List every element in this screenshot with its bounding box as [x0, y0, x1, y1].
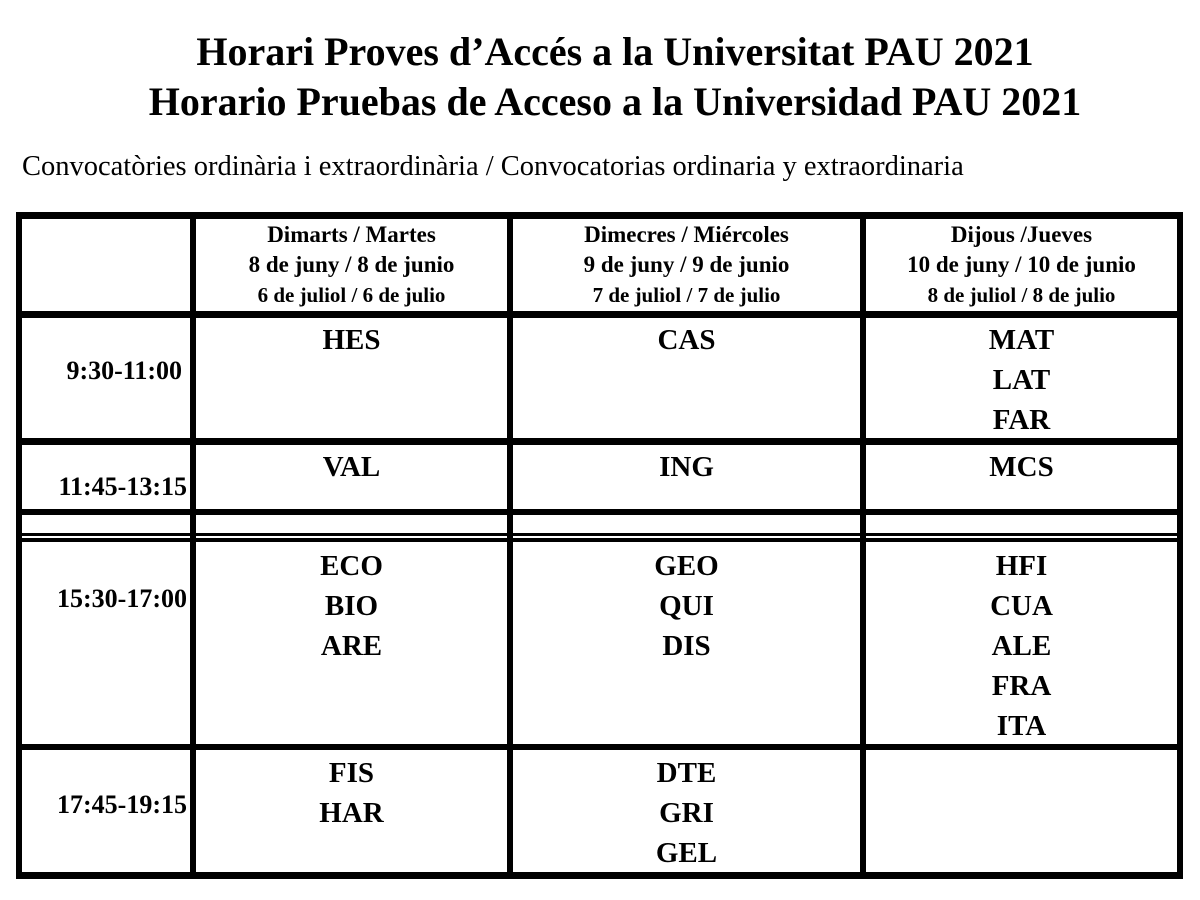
exam-cell-wed-slot1 [513, 320, 860, 360]
exam-code: GRI [659, 797, 714, 829]
table-border-bottom [16, 872, 1183, 879]
time-slot-3: 15:30-17:00 [57, 584, 187, 613]
title-spanish: Horario Pruebas de Acceso a la Universidad PAU 2021 [148, 79, 1082, 124]
exam-cell-wed-slot2 [513, 447, 860, 487]
title-catalan: Horari Proves d’Accés a la Universitat PAU 2021 [196, 29, 1034, 74]
time-slot-2: 11:45-13:15 [58, 472, 187, 501]
exam-code: MAT [988, 324, 1055, 356]
june-date: 10 de juny / 10 de junio [907, 252, 1136, 277]
exam-code: ING [659, 451, 714, 483]
exam-code: GEO [654, 550, 719, 582]
double-divider-top [16, 533, 1183, 536]
day-label: Dimecres / Miércoles [584, 222, 789, 247]
exam-code: HES [322, 324, 381, 356]
exam-code: BIO [324, 590, 379, 622]
july-date: 7 de juliol / 7 de julio [592, 283, 781, 307]
exam-code: ARE [320, 630, 383, 662]
exam-code: GEL [655, 837, 718, 869]
exam-code: QUI [659, 590, 714, 622]
exam-code: HFI [995, 550, 1048, 582]
exam-code: ECO [320, 550, 383, 582]
subtitle-convocations: Convocatòries ordinària i extraordinària / Convocatorias ordinaria y extraordinaria [22, 151, 964, 182]
exam-code: FAR [992, 404, 1051, 436]
exam-code: MCS [989, 451, 1054, 483]
exam-cell-wed-slot4 [513, 753, 860, 873]
exam-cell-tue-slot3 [196, 546, 507, 666]
exam-code: HAR [319, 797, 384, 829]
day-label: Dimarts / Martes [267, 222, 436, 247]
exam-cell-thu-slot1 [866, 320, 1177, 440]
header-cell-thursday [866, 220, 1177, 310]
time-slot-1: 9:30-11:00 [66, 356, 182, 385]
exam-code: ITA [996, 710, 1047, 742]
exam-code: DIS [662, 630, 711, 662]
june-date: 8 de juny / 8 de junio [248, 252, 455, 277]
july-date: 6 de juliol / 6 de julio [257, 283, 446, 307]
time-slot-4: 17:45-19:15 [57, 790, 187, 819]
june-date: 9 de juny / 9 de junio [583, 252, 790, 277]
exam-code: CAS [657, 324, 716, 356]
header-cell-wednesday [513, 220, 860, 310]
header-divider [16, 311, 1183, 318]
exam-code: FIS [328, 757, 375, 789]
july-date: 8 de juliol / 8 de julio [927, 283, 1116, 307]
exam-cell-tue-slot4 [196, 753, 507, 833]
exam-code: VAL [322, 451, 381, 483]
header-cell-tuesday [196, 220, 507, 310]
day-label: Dijous /Jueves [950, 222, 1093, 247]
exam-cell-tue-slot2 [196, 447, 507, 487]
exam-code: ALE [991, 630, 1052, 662]
exam-cell-tue-slot1 [196, 320, 507, 360]
break-row [22, 515, 1177, 533]
exam-code: CUA [990, 590, 1053, 622]
exam-code: LAT [992, 364, 1051, 396]
double-divider-bottom [16, 538, 1183, 542]
exam-cell-wed-slot3 [513, 546, 860, 666]
exam-code: FRA [991, 670, 1052, 702]
exam-code: DTE [656, 757, 717, 789]
table-border-top [16, 212, 1183, 219]
exam-cell-thu-slot2 [866, 447, 1177, 487]
exam-cell-thu-slot3 [866, 546, 1177, 746]
